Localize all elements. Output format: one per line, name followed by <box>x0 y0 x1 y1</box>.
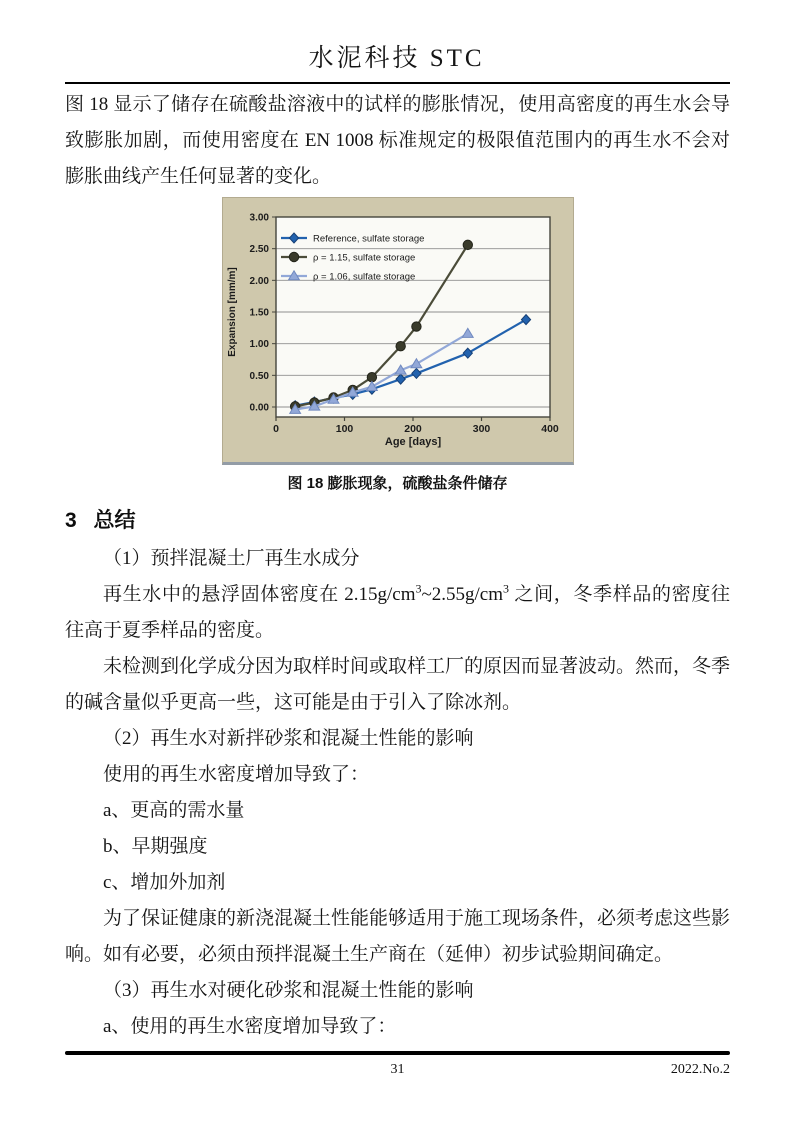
page-number: 31 <box>390 1062 405 1077</box>
list-item-c-admixture: c、增加外加剂 <box>103 872 226 893</box>
footer <box>65 1060 730 1080</box>
paragraph-recycled-water-composition: （1）预拌混凝土厂再生水成分 <box>103 548 360 569</box>
density-sup-2: 3 <box>503 581 510 596</box>
list-item-a-water-demand: a、更高的需水量 <box>103 800 245 821</box>
list-item-b-early-strength: b、早期强度 <box>103 836 208 857</box>
svg-text:3.00: 3.00 <box>249 212 269 224</box>
paragraph-chemical-composition: 未检测到化学成分因为取样时间或取样工厂的原因而显著波动。然而，冬季的碱含量似乎更高一些，这可能是由于引入了除冰剂。 <box>65 656 731 713</box>
svg-text:Expansion [mm/m]: Expansion [mm/m] <box>226 267 238 357</box>
svg-text:0.00: 0.00 <box>249 402 269 414</box>
svg-text:400: 400 <box>540 423 559 435</box>
svg-text:100: 100 <box>335 423 353 435</box>
section-heading <box>65 508 730 533</box>
journal-title: 水泥科技 STC <box>308 45 485 72</box>
svg-text:200: 200 <box>403 423 422 435</box>
svg-text:Age [days]: Age [days] <box>384 436 441 448</box>
intro-paragraph: 图 18 显示了储存在硫酸盐溶液中的试样的膨胀情况，使用高密度的再生水会导致膨胀加剧，而使用密度在 EN 1008 标准规定的极限值范围内的再生水不会对膨胀曲线产生任何显著的变化。 <box>65 94 730 187</box>
density-text-3: 之间，冬季样品的密度往往高于夏季样品的密度。 <box>65 584 730 641</box>
paragraph-fresh-mortar-effects: （2）再生水对新拌砂浆和混凝土性能的影响 <box>103 728 474 749</box>
paragraph-density-increase-lead: 使用的再生水密度增加导致了： <box>103 764 370 785</box>
expansion-chart-figure <box>222 197 574 465</box>
page-content <box>65 87 730 1045</box>
footer-rule <box>65 1051 730 1055</box>
density-text-1: 再生水中的悬浮固体密度在 2.15g/cm <box>103 584 416 605</box>
issue-number: 2022.No.2 <box>670 1062 730 1077</box>
paragraph-site-conditions: 为了保证健康的新浇混凝土性能能够适用于施工现场条件，必须考虑这些影响。如有必要，必须由预拌混凝土生产商在（延伸）初步试验期间确定。 <box>65 908 731 965</box>
svg-text:1.50: 1.50 <box>249 307 269 319</box>
svg-text:300: 300 <box>472 423 490 435</box>
header-rule <box>65 82 730 84</box>
svg-text:2.50: 2.50 <box>249 244 269 256</box>
expansion-chart <box>223 198 573 462</box>
svg-text:1.00: 1.00 <box>249 339 269 351</box>
figure-caption: 图 18 膨胀现象，硫酸盐条件储存 <box>287 475 508 492</box>
svg-text:ρ = 1.15, sulfate storage: ρ = 1.15, sulfate storage <box>312 252 415 264</box>
svg-text:ρ = 1.06, sulfate storage: ρ = 1.06, sulfate storage <box>312 271 415 283</box>
list-item-a-density-increase: a、使用的再生水密度增加导致了： <box>103 1016 397 1037</box>
svg-text:0.50: 0.50 <box>249 370 269 382</box>
section-number: 3 <box>65 509 77 532</box>
density-text-2: ~2.55g/cm <box>421 584 504 605</box>
section-title: 总结 <box>93 509 136 532</box>
svg-text:Reference, sulfate storage: Reference, sulfate storage <box>312 233 424 245</box>
paragraph-density-range <box>65 577 730 649</box>
svg-text:0: 0 <box>272 423 279 435</box>
paragraph-hardened-mortar-effects: （3）再生水对硬化砂浆和混凝土性能的影响 <box>103 980 474 1001</box>
density-sup-1: 3 <box>415 581 422 596</box>
svg-text:2.00: 2.00 <box>249 275 269 287</box>
